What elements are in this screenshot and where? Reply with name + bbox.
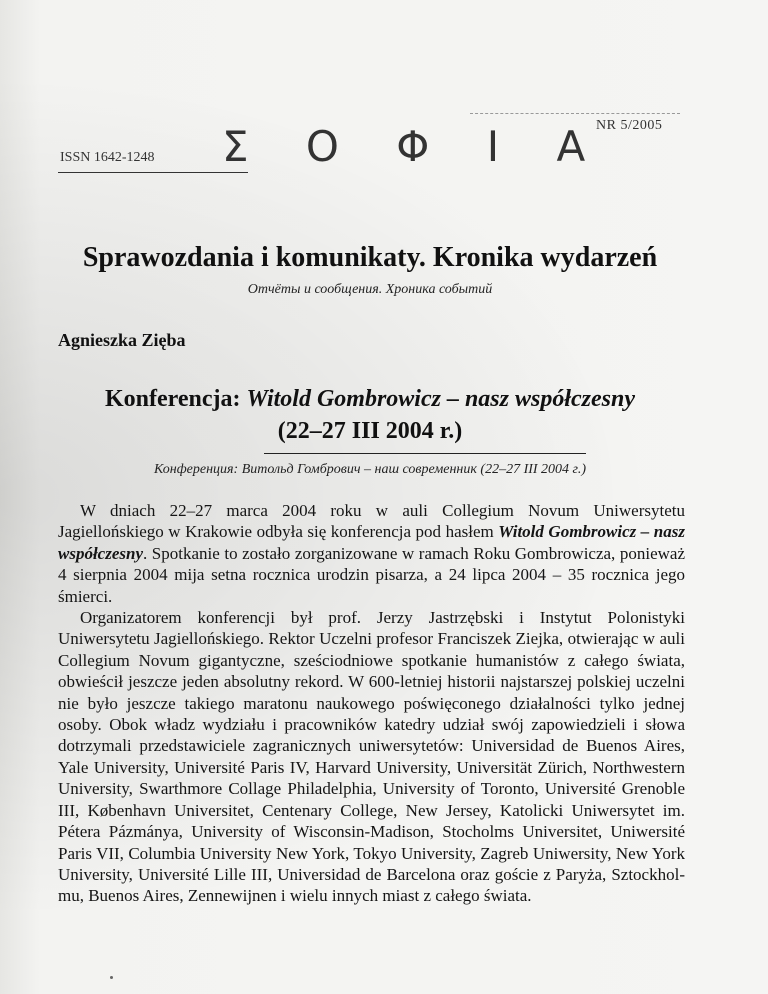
- article-title-italic: Witold Gombrowicz – nasz współczesny: [246, 386, 635, 412]
- header-rule-right: [470, 113, 680, 114]
- section-title: Sprawozdania i komunikaty. Kronika wydarzeń: [82, 242, 658, 273]
- article-title-prefix: Konferencja:: [104, 386, 247, 412]
- article-title-russian: Конференция: Витольд Гомбрович – наш современник (22–27 III 2004 г.): [154, 462, 586, 477]
- article-body: [58, 500, 685, 907]
- scan-speck: [110, 976, 113, 979]
- paragraph-1: [58, 500, 685, 607]
- issue-number: NR 5/2005: [596, 118, 663, 133]
- paragraph-1-text-c: . Spotkanie to zostało zorganizowane w ramach Roku Gombrowicza, ponieważ 4 sierpnia 2004 mija setna rocznica urodzin pisarza, a 24 lipca 2004 – 35 rocznica jego śmierci.: [58, 543, 685, 606]
- author-name: Agnieszka Zięba: [58, 330, 186, 350]
- article-title: [0, 383, 740, 447]
- section-subtitle-russian: Отчёты и сообщения. Хроника событий: [247, 282, 493, 297]
- paragraph-2: Organizatorem konferencji był prof. Jerzy Jastrzębski i Instytut Polonistyki Uniwersytetu Jagiellońskiego. Rektor Uczelni profesor Franciszek Ziejka, otwierając w auli Collegium Novum gigantyczne, sześciodniowe spotkanie humanistów z całego świata, obwieścił jeszcze jeden absolutny rekord. W 600-letniej historii najstarszej polskiej uczelni nie było jeszcze takiego maratonu naukowego poświęconego działalności tylko jednej osoby. Obok władz wydziału i pracowników katedry udział swój zapowiedzieli i słowa dotrzymali przedstawiciele zagranicznych uniwersytetów: Universidad de Buenos Aires, Yale University, Université Paris IV, Harvard University, Universität Zürich, Northwestern University, Swarthmore Collage Philadelphia, University of Toronto, Université Grenoble III, København Universitet, Centenary College, New Jersey, Katolicki Uniwersytet im. Pétera Pázmánya, University of Wisconsin-Madison, Stocholms Universitet, Uniwersité Paris VII, Columbia University New York, Tokyo University, Zagreb Uniwersity, New York University, Université Lille III, Universidad de Barcelona oraz goście z Paryża, Sztockholmu, Buenos Aires, Zennewijnen i wielu innych miast z całego świata.: [58, 608, 685, 906]
- paragraph-1-italic-title: Witold Gombrowicz – nasz współczesny: [58, 522, 685, 563]
- article-title-dates: (22–27 III 2004 r.): [277, 418, 463, 444]
- paragraph-1-text-a: W dniach 22–27 marca 2004 roku w auli Collegium Novum Uniwersytetu Jagiellońskiego w Krakowie odbyła się konferencja pod hasłem: [58, 501, 685, 542]
- title-rule: [264, 453, 586, 454]
- issn-rule: [58, 172, 248, 173]
- journal-title: Σ Ο Φ Ι Α: [222, 122, 608, 171]
- issn: ISSN 1642-1248: [60, 150, 155, 165]
